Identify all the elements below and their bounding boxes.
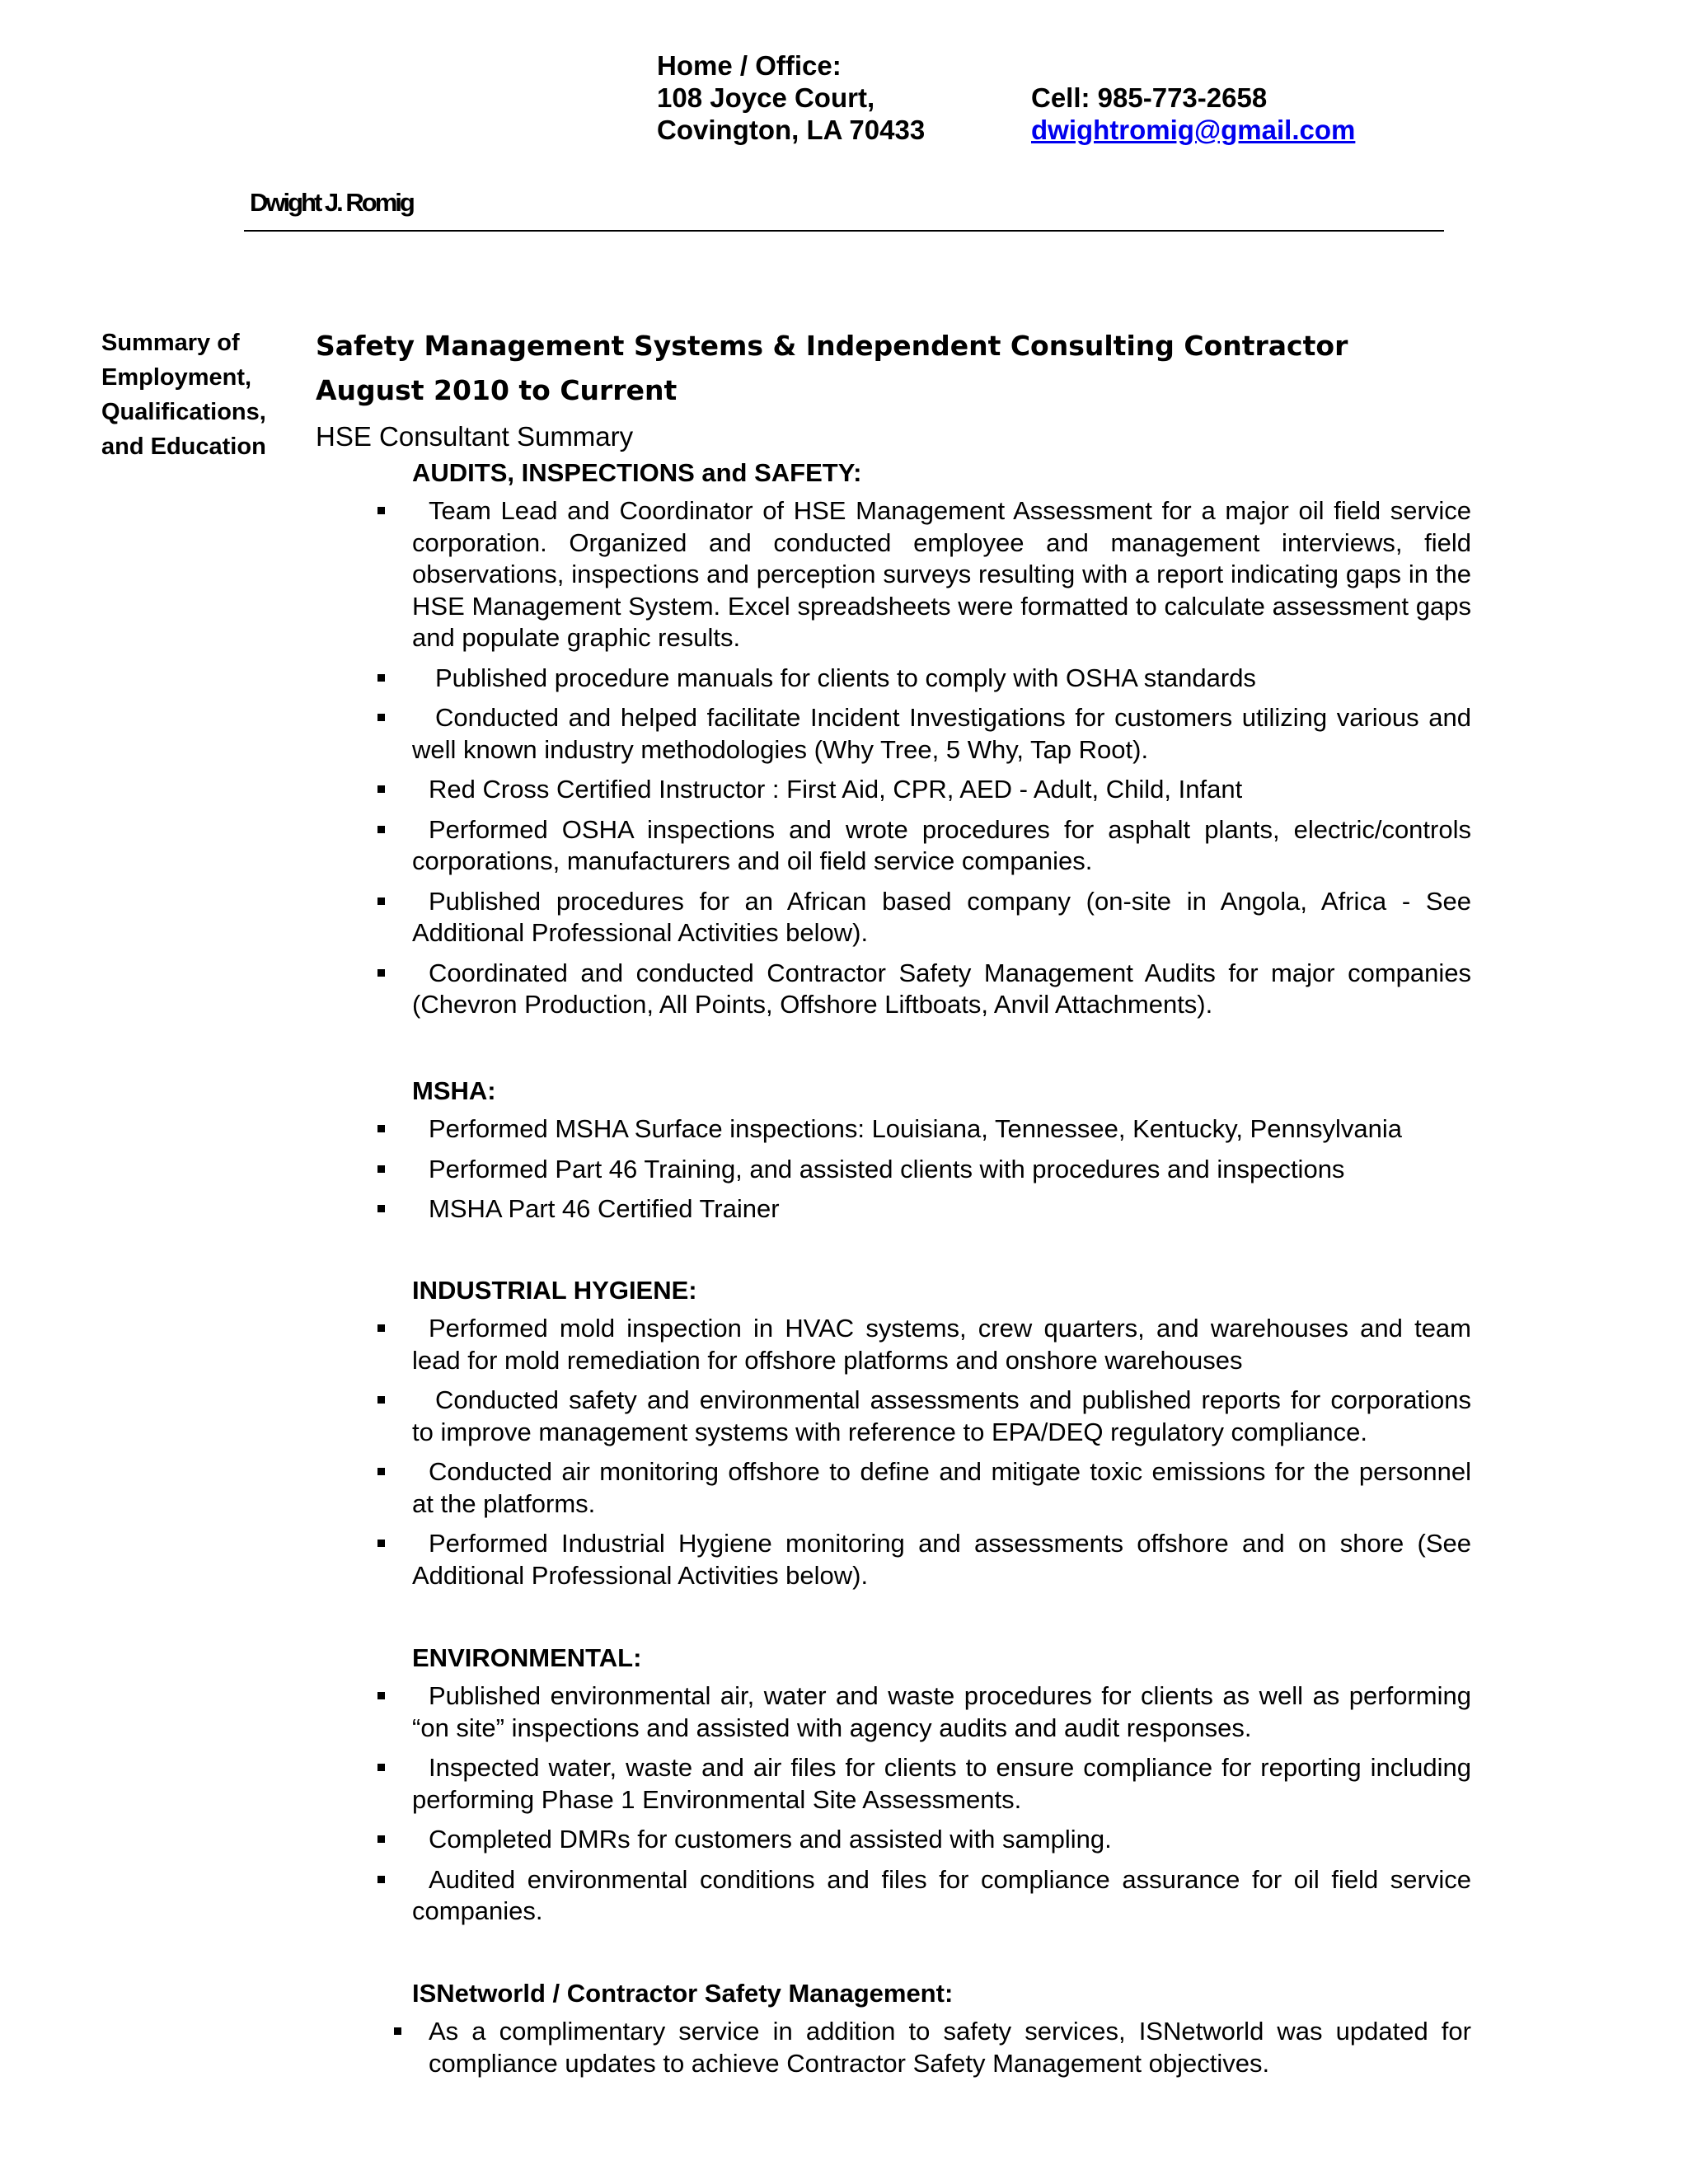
bullet-icon bbox=[377, 1876, 385, 1883]
section-industrial-hygiene bbox=[412, 1275, 1471, 1600]
list-item: Conducted and helped facilitate Incident Investigations for customers utilizing various and well known industry methodologies (Why Tree, 5 Why, Tap Root). bbox=[412, 702, 1471, 766]
left-label-line-2: Employment, bbox=[101, 364, 252, 391]
list-item: Performed MSHA Surface inspections: Louisiana, Tennessee, Kentucky, Pennsylvania bbox=[412, 1113, 1471, 1146]
left-label-line-1: Summary of bbox=[101, 330, 240, 356]
list-item: Team Lead and Coordinator of HSE Management Assessment for a major oil field service corporation. Organized and conducted employee and management interviews, field observations, inspections and perception surveys resulting with a report indicating gaps in the HSE Management System. Excel spreadsheets were formatted to calculate assessment gaps and populate graphic results. bbox=[412, 495, 1471, 654]
cell-phone: Cell: 985-773-2658 bbox=[1031, 82, 1268, 113]
section-heading-isnetworld: ISNetworld / Contractor Safety Management: bbox=[412, 1979, 954, 2008]
bullet-icon bbox=[377, 1835, 385, 1843]
job-dates: August 2010 to Current bbox=[316, 374, 678, 406]
audits-list bbox=[412, 495, 1471, 1021]
bullet-icon bbox=[394, 2027, 401, 2035]
list-item: Published environmental air, water and waste procedures for clients as well as performing “on site” inspections and assisted with agency audits and audit responses. bbox=[412, 1680, 1471, 1744]
environmental-list bbox=[412, 1680, 1471, 1928]
bullet-icon bbox=[377, 674, 385, 682]
bullet-icon bbox=[377, 785, 385, 793]
section-heading-hygiene: INDUSTRIAL HYGIENE: bbox=[412, 1276, 697, 1305]
section-heading-audits: AUDITS, INSPECTIONS and SAFETY: bbox=[412, 458, 862, 487]
bullet-icon bbox=[377, 969, 385, 977]
list-item: Performed Industrial Hygiene monitoring and assessments offshore and on shore (See Additional Professional Activities below). bbox=[412, 1528, 1471, 1591]
phone-email-block bbox=[1031, 82, 1355, 146]
job-summary-label: HSE Consultant Summary bbox=[316, 421, 634, 452]
list-item: Coordinated and conducted Contractor Safety Management Audits for major companies (Chevron Production, All Points, Offshore Liftboats, Anvil Attachments). bbox=[412, 958, 1471, 1021]
list-item: MSHA Part 46 Certified Trainer bbox=[412, 1193, 1471, 1226]
list-item: Inspected water, waste and air files for clients to ensure compliance for reporting including performing Phase 1 Environmental Site Assessments. bbox=[412, 1752, 1471, 1816]
list-item: Audited environmental conditions and files for compliance assurance for oil field service companies. bbox=[412, 1864, 1471, 1928]
isnetworld-list bbox=[412, 2016, 1471, 2079]
bullet-icon bbox=[377, 1692, 385, 1699]
contact-block bbox=[657, 49, 925, 146]
bullet-icon bbox=[377, 1764, 385, 1771]
list-item: Performed OSHA inspections and wrote procedures for asphalt plants, electric/controls corporations, manufacturers and oil field service companies. bbox=[412, 814, 1471, 878]
bullet-icon bbox=[377, 826, 385, 833]
job-title: Safety Management Systems & Independent Consulting Contractor bbox=[316, 330, 1348, 362]
left-column-label bbox=[101, 326, 266, 464]
section-heading-environmental: ENVIRONMENTAL: bbox=[412, 1643, 642, 1672]
bullet-icon bbox=[377, 714, 385, 721]
list-item: As a complimentary service in addition to safety services, ISNetworld was updated for compliance updates to achieve Contractor Safety Management objectives. bbox=[412, 2016, 1471, 2079]
bullet-icon bbox=[377, 1165, 385, 1173]
list-item: Performed Part 46 Training, and assisted clients with procedures and inspections bbox=[412, 1154, 1471, 1186]
address-line-1: 108 Joyce Court, bbox=[657, 82, 875, 113]
list-item: Published procedure manuals for clients to comply with OSHA standards bbox=[412, 663, 1471, 695]
list-item: Completed DMRs for customers and assisted with sampling. bbox=[412, 1824, 1471, 1856]
section-msha bbox=[412, 1076, 1471, 1234]
section-audits bbox=[412, 457, 1471, 1029]
list-item: Conducted safety and environmental assessments and published reports for corporations to improve management systems with reference to EPA/DEQ regulatory compliance. bbox=[412, 1385, 1471, 1448]
section-isnetworld bbox=[412, 1978, 1471, 2088]
email-link[interactable]: dwightromig@gmail.com bbox=[1031, 115, 1356, 145]
list-item: Published procedures for an African based company (on-site in Angola, Africa - See Additional Professional Activities below). bbox=[412, 886, 1471, 949]
section-environmental bbox=[412, 1643, 1471, 1936]
list-item: Performed mold inspection in HVAC systems, crew quarters, and warehouses and team lead for mold remediation for offshore platforms and onshore warehouses bbox=[412, 1313, 1471, 1376]
bullet-icon bbox=[377, 1125, 385, 1132]
address-line-2: Covington, LA 70433 bbox=[657, 115, 926, 145]
header-divider bbox=[244, 230, 1444, 232]
hygiene-list bbox=[412, 1313, 1471, 1591]
section-heading-msha: MSHA: bbox=[412, 1076, 496, 1105]
job-header bbox=[316, 324, 1348, 413]
msha-list bbox=[412, 1113, 1471, 1226]
home-office-label: Home / Office: bbox=[657, 50, 842, 81]
list-item: Red Cross Certified Instructor : First Aid, CPR, AED - Adult, Child, Infant bbox=[412, 774, 1471, 806]
left-label-line-4: and Education bbox=[101, 434, 266, 460]
bullet-icon bbox=[377, 1468, 385, 1475]
bullet-icon bbox=[377, 1205, 385, 1212]
list-item: Conducted air monitoring offshore to define and mitigate toxic emissions for the personnel at the platforms. bbox=[412, 1456, 1471, 1520]
left-label-line-3: Qualifications, bbox=[101, 399, 266, 425]
bullet-icon bbox=[377, 1396, 385, 1404]
bullet-icon bbox=[377, 507, 385, 514]
bullet-icon bbox=[377, 1540, 385, 1547]
bullet-icon bbox=[377, 1324, 385, 1332]
candidate-name: Dwight J. Romig bbox=[250, 188, 413, 217]
bullet-icon bbox=[377, 898, 385, 905]
